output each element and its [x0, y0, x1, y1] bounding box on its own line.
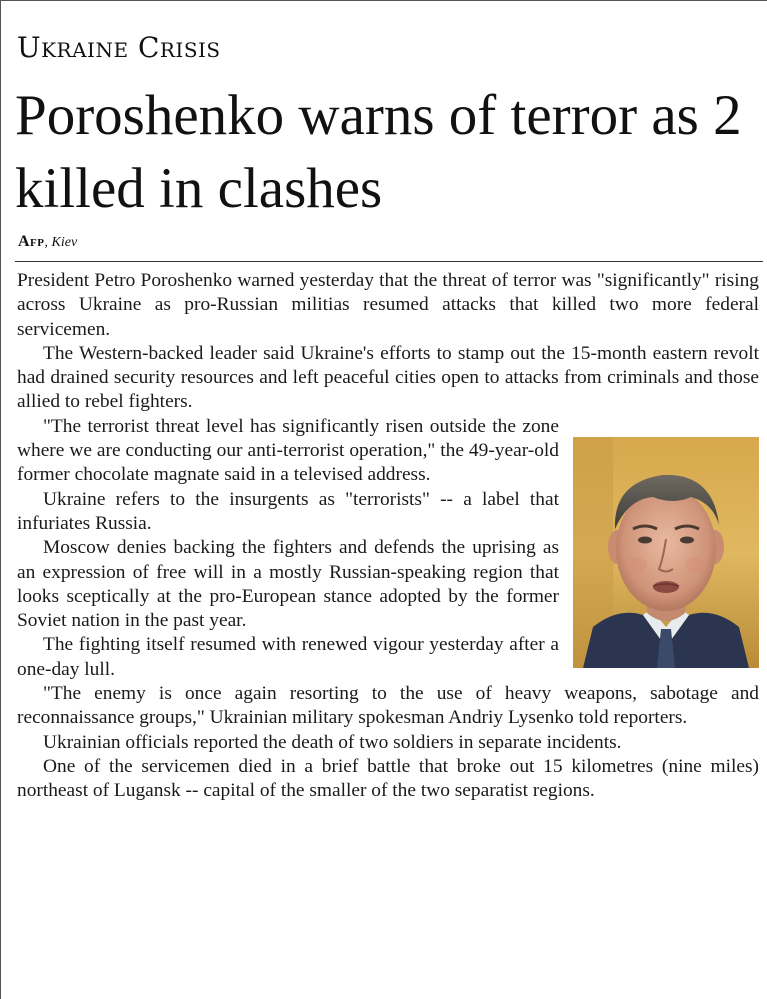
- paragraph: Moscow denies backing the fighters and defends the uprising as an expression of free will in a mostly Russian-speaking region that looks sceptically at the pro-European stance adopted by the former Soviet nation in the past year.: [17, 537, 559, 632]
- paragraph: Ukraine refers to the insurgents as "terrorists" -- a label that infuriates Russia.: [17, 488, 559, 534]
- section-kicker: Ukraine Crisis: [17, 31, 221, 64]
- paragraph: The fighting itself resumed with renewed vigour yesterday after a one-day lull.: [17, 634, 559, 680]
- paragraph: "The terrorist threat level has significantly risen outside the zone where we are conducting our anti-terrorist operation," the 49-year-old former chocolate magnate said in a televised address.: [17, 415, 559, 486]
- headline: Poroshenko warns of terror as 2 killed in clashes: [15, 84, 742, 220]
- portrait-illustration: [573, 437, 759, 668]
- byline-divider: [15, 261, 763, 262]
- article-body: [17, 269, 759, 804]
- byline-separator: ,: [44, 235, 48, 250]
- byline: [18, 233, 77, 251]
- byline-place: Kiev: [51, 235, 78, 250]
- portrait-photo: [573, 437, 759, 668]
- paragraph: One of the servicemen died in a brief battle that broke out 15 kilometres (nine miles) northeast of Lugansk -- capital of the smaller of the two separatist regions.: [17, 755, 759, 802]
- paragraph: The Western-backed leader said Ukraine's efforts to stamp out the 15-month eastern revolt had drained security resources and left peaceful cities open to attacks from criminals and those allied to rebel fighters.: [17, 342, 759, 413]
- byline-agency: Afp: [18, 233, 45, 250]
- paragraph: "The enemy is once again resorting to the use of heavy weapons, sabotage and reconnaissance groups," Ukrainian military spokesman Andriy Lysenko told reporters.: [17, 683, 759, 729]
- paragraph: President Petro Poroshenko warned yesterday that the threat of terror was "significantly" rising across Ukraine as pro-Russian militias resumed attacks that killed two more federal servicemen.: [17, 270, 759, 340]
- paragraph: Ukrainian officials reported the death of two soldiers in separate incidents.: [43, 731, 622, 753]
